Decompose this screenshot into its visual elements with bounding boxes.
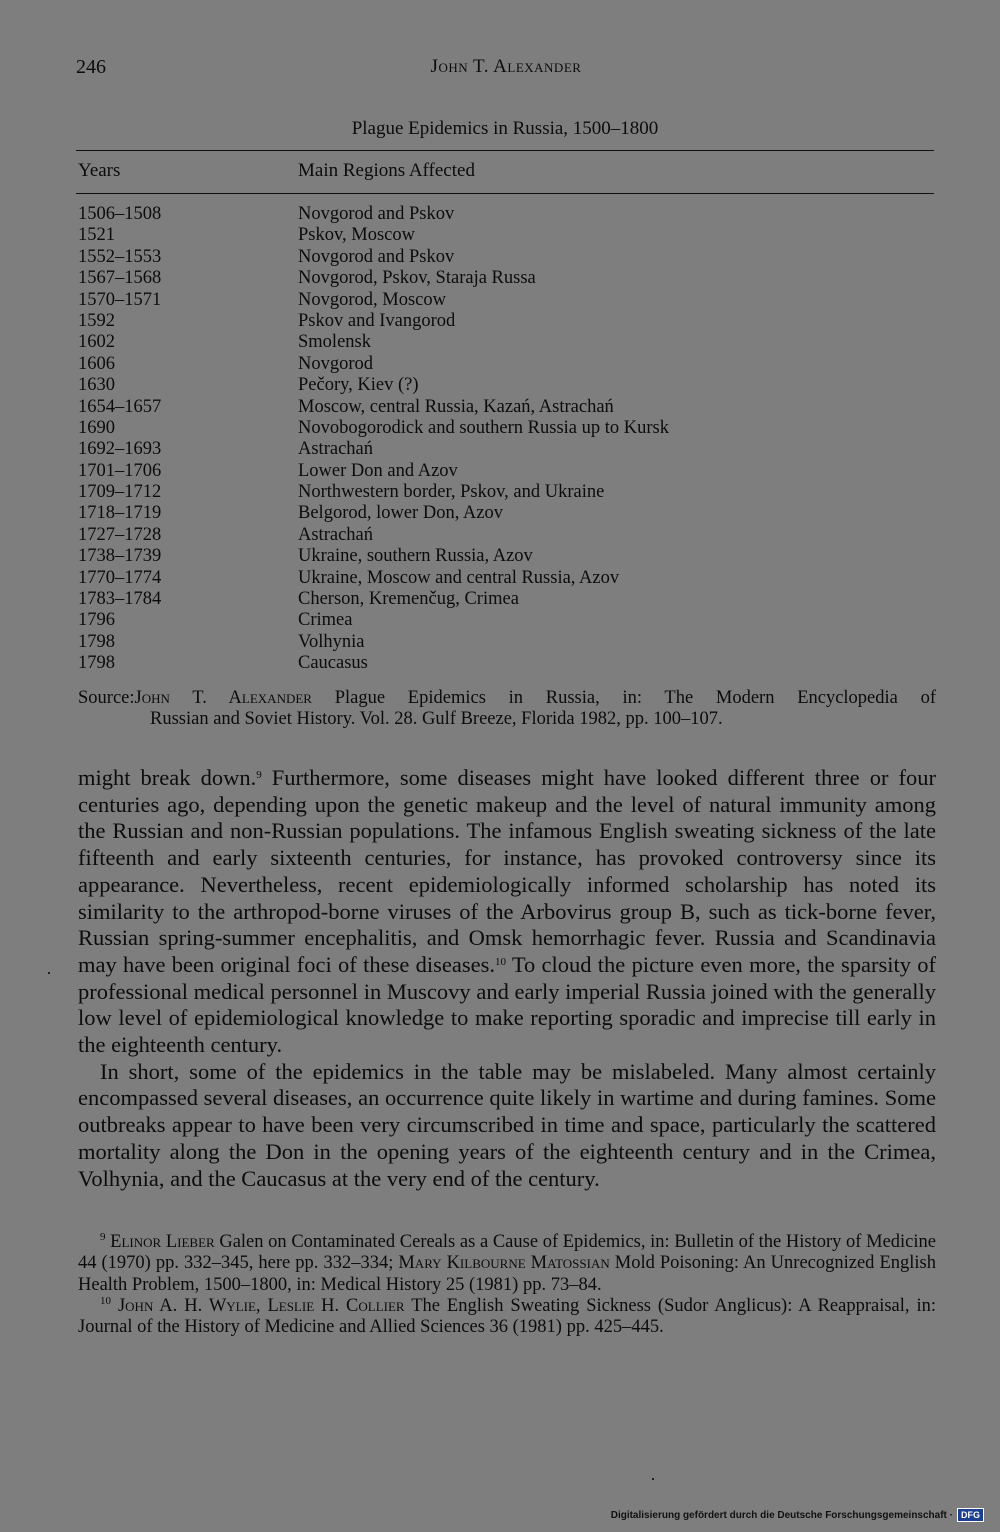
- cell-regions: Novgorod and Pskov: [298, 246, 455, 267]
- table-row: [78, 332, 934, 353]
- cell-years: 1701–1706: [78, 460, 162, 481]
- table-row: [78, 589, 934, 610]
- cell-years: 1727–1728: [78, 524, 162, 545]
- cell-regions: Crimea: [298, 610, 353, 631]
- cell-years: 1552–1553: [78, 246, 162, 267]
- cell-regions: Pskov and Ivangorod: [298, 310, 456, 331]
- cell-regions: Novgorod, Moscow: [298, 289, 446, 310]
- paragraph-1-start: might break down.: [78, 765, 257, 790]
- cell-regions: Ukraine, southern Russia, Azov: [298, 546, 533, 567]
- table-row: [78, 482, 934, 503]
- body-text: [78, 765, 936, 1192]
- dfg-logo-icon: DFG: [957, 1508, 984, 1522]
- cell-years: 1654–1657: [78, 396, 162, 417]
- table-title: Plague Epidemics in Russia, 1500–1800: [351, 118, 659, 139]
- cell-regions: Caucasus: [298, 653, 368, 674]
- table-row: [78, 503, 934, 524]
- paragraph-1: [78, 765, 936, 1059]
- cell-years: 1770–1774: [78, 567, 162, 588]
- table-row: [78, 525, 934, 546]
- scan-speck: [652, 1478, 654, 1480]
- cell-years: 1690: [78, 417, 115, 438]
- cell-regions: Lower Don and Azov: [298, 460, 458, 481]
- footnotes: [78, 1232, 936, 1338]
- source-title: Plague Epidemics in Russia, in: The Modern Encyclopedia of: [334, 688, 937, 708]
- footnote-9-text-1: Galen on Contaminated Cereals as a Cause of Epidemics, in: Bulletin of the History of Medicine 44 (1970) pp. 332–345, here pp. 332–334;: [78, 1232, 936, 1274]
- table-row: [78, 311, 934, 332]
- footnote-10-number: 10: [100, 1294, 111, 1307]
- footnote-10-authors: John A. H. Wylie, Leslie H. Collier: [117, 1295, 405, 1316]
- table-row: [78, 247, 934, 268]
- source-label: Source:: [78, 688, 135, 708]
- page-header: [76, 56, 936, 84]
- paragraph-2: In short, some of the epidemics in the table may be mislabeled. Many almost certainly encompassed several diseases, an occurrence quite likely in wartime and during famines. Some outbreaks appear to have been very circumscribed in time and space, particularly the scattered mortality along the Don in the opening years of the eighteenth century and in the Crimea, Volhynia, and the Caucasus at the very end of the century.: [78, 1058, 936, 1191]
- footnote-9-author-2: Mary Kilbourne Matossian: [398, 1253, 610, 1274]
- table-row: [78, 397, 934, 418]
- cell-regions: Belgorod, lower Don, Azov: [298, 503, 504, 524]
- cell-years: 1709–1712: [78, 482, 162, 503]
- column-header-regions: Main Regions Affected: [298, 160, 475, 181]
- cell-regions: Smolensk: [298, 332, 371, 353]
- cell-regions: Novgorod: [298, 353, 374, 374]
- cell-regions: Astrachań: [298, 524, 373, 545]
- cell-regions: Northwestern border, Pskov, and Ukraine: [298, 482, 605, 503]
- table-header-rule: [76, 193, 934, 194]
- cell-regions: Pskov, Moscow: [298, 225, 416, 246]
- table-row: [78, 204, 934, 225]
- page-number: 246: [76, 56, 106, 78]
- cell-years: 1798: [78, 631, 115, 652]
- cell-years: 1592: [78, 310, 115, 331]
- scan-speck: [48, 972, 50, 974]
- table-row: [78, 610, 934, 631]
- table-row: [78, 439, 934, 460]
- table-row: [78, 632, 934, 653]
- footnote-10: [78, 1296, 936, 1339]
- cell-regions: Pečory, Kiev (?): [298, 375, 419, 396]
- cell-years: 1602: [78, 332, 115, 353]
- table-row: [78, 290, 934, 311]
- table-row: [78, 268, 934, 289]
- table-row: [78, 375, 934, 396]
- cell-years: 1798: [78, 653, 115, 674]
- cell-regions: Volhynia: [298, 631, 365, 652]
- footnote-ref-9: 9: [256, 769, 262, 781]
- cell-regions: Cherson, Kremenčug, Crimea: [298, 589, 519, 610]
- cell-years: 1606: [78, 353, 115, 374]
- cell-years: 1783–1784: [78, 589, 162, 610]
- cell-years: 1718–1719: [78, 503, 162, 524]
- credit-text: Digitalisierung gefördert durch die Deutsche Forschungsgemeinschaft ·: [610, 1509, 953, 1521]
- epidemics-table: [78, 204, 934, 675]
- footnote-9-number: 9: [100, 1231, 106, 1243]
- paragraph-1-middle: Furthermore, some diseases might have looked different three or four centuries ago, depending upon the genetic makeup and the level of natural immunity among the Russian and non-Russian populations. The infamous English sweating sickness of the late fifteenth and early sixteenth centuries, for instance, has provoked controversy since its appearance. Nevertheless, recent epidemiologically informed scholarship has noted its similarity to the arthropod-borne viruses of the Arbovirus group B, such as tick-borne fever, Russian spring-summer encephalitis, and Omsk hemorrhagic fever. Russia and Scandinavia may have been original foci of these diseases.: [78, 765, 936, 977]
- cell-years: 1567–1568: [78, 268, 162, 289]
- cell-years: 1570–1571: [78, 289, 162, 310]
- cell-years: 1796: [78, 610, 115, 631]
- table-row: [78, 418, 934, 439]
- cell-regions: Novobogorodick and southern Russia up to Kursk: [298, 417, 669, 438]
- cell-regions: Astrachań: [298, 439, 373, 460]
- table-row: [78, 653, 934, 674]
- footnote-ref-10: 10: [494, 955, 506, 968]
- footnote-9: [78, 1232, 936, 1296]
- cell-years: 1692–1693: [78, 439, 162, 460]
- cell-regions: Novgorod, Pskov, Staraja Russa: [298, 268, 536, 289]
- cell-years: 1738–1739: [78, 546, 162, 567]
- cell-regions: Novgorod and Pskov: [298, 204, 455, 224]
- digitization-credit: [611, 1508, 984, 1522]
- footnote-10-text: The English Sweating Sickness (Sudor Anglicus): A Reappraisal, in: Journal of the History of Medicine and Allied Sciences 36 (1981) pp. 425–445.: [78, 1295, 937, 1338]
- source-line-2: Russian and Soviet History. Vol. 28. Gulf Breeze, Florida 1982, pp. 100–107.: [150, 709, 723, 729]
- table-row: [78, 461, 934, 482]
- cell-years: 1506–1508: [78, 204, 162, 224]
- source-author: John T. Alexander: [134, 688, 312, 708]
- table-top-rule: [76, 150, 934, 151]
- running-head: John T. Alexander: [430, 56, 582, 77]
- table-row: [78, 225, 934, 246]
- paragraph-1-end: To cloud the picture even more, the sparsity of professional medical personnel in Muscovy and early imperial Russia joined with the generally low level of epidemiological knowledge to make reporting sporadic and imprecise till early in the eighteenth century.: [78, 951, 936, 1058]
- table-row: [78, 568, 934, 589]
- footnote-9-text-2: Mold Poisoning: An Unrecognized English Health Problem, 1500–1800, in: Medical History 25 (1981) pp. 73–84.: [78, 1253, 936, 1295]
- column-header-years: Years: [78, 160, 121, 181]
- cell-years: 1521: [78, 225, 115, 246]
- table-row: [78, 546, 934, 567]
- cell-years: 1630: [78, 375, 115, 396]
- cell-regions: Moscow, central Russia, Kazań, Astrachań: [298, 396, 614, 417]
- table-row: [78, 354, 934, 375]
- table-source: [78, 688, 936, 730]
- footnote-9-author-1: Elinor Lieber: [110, 1232, 215, 1252]
- cell-regions: Ukraine, Moscow and central Russia, Azov: [298, 567, 620, 588]
